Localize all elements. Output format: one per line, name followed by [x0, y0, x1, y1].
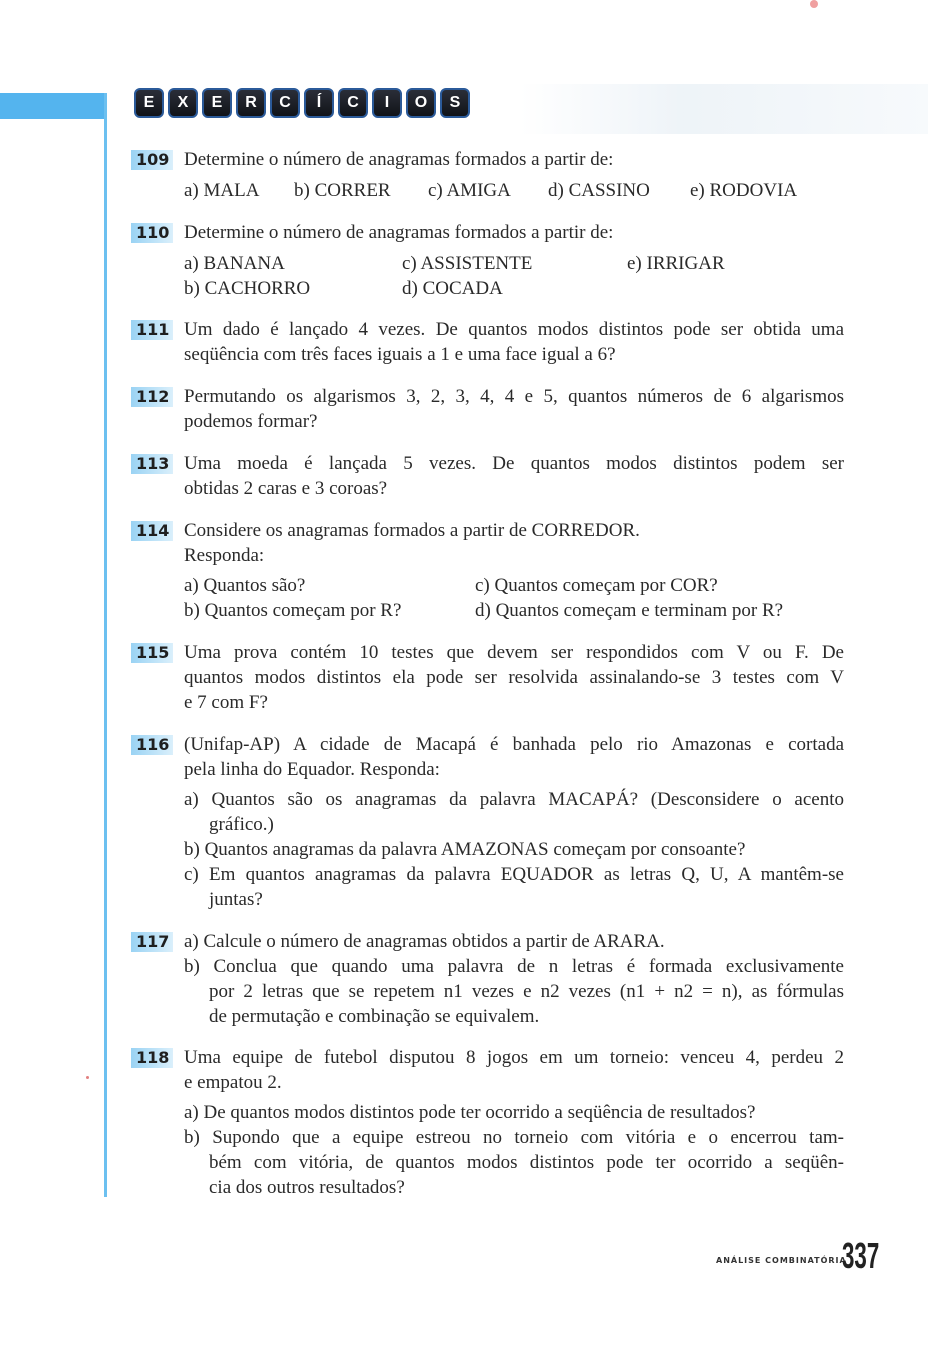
- exercise-115-line-3: e 7 com F?: [184, 692, 268, 713]
- margin-rule: [104, 93, 107, 1197]
- title-letter: Í: [304, 88, 334, 118]
- exercise-114-line-2: Responda:: [184, 545, 265, 566]
- exercise-number-116: 116: [131, 735, 173, 755]
- exercise-109-text: Determine o número de anagramas formados a partir de:: [184, 149, 614, 170]
- title-letter: E: [202, 88, 232, 118]
- exercise-115-line-1: Uma prova contém 10 testes que devem ser respondidos com V ou F. De: [184, 642, 844, 663]
- exercise-114-option-d: d) Quantos começam e terminam por R?: [475, 600, 784, 621]
- exercise-113-line-2: obtidas 2 caras e 3 coroas?: [184, 478, 388, 499]
- exercise-118-option-b-line-3: cia dos outros resultados?: [209, 1177, 405, 1198]
- exercise-118-option-b-line-1: b) Supondo que a equipe estreou no torneio com vitória e o encerrou tam-: [184, 1127, 844, 1148]
- exercise-114-option-b: b) Quantos começam por R?: [184, 600, 402, 621]
- exercise-117-option-b-line-2: por 2 letras que se repetem n1 vezes e n2 vezes (n1 + n2 = n), as fórmulas: [209, 981, 844, 1002]
- exercise-112-line-1: Permutando os algarismos 3, 2, 3, 4, 4 e 5, quantos números de 6 algarismos: [184, 386, 844, 407]
- exercise-110-option-c: c) ASSISTENTE: [402, 253, 533, 274]
- exercise-number-118: 118: [131, 1048, 173, 1068]
- exercise-110-text: Determine o número de anagramas formados a partir de:: [184, 222, 614, 243]
- title-letter: E: [134, 88, 164, 118]
- exercise-109-option-c: c) AMIGA: [428, 180, 511, 201]
- exercise-118-line-2: e empatou 2.: [184, 1072, 282, 1093]
- exercise-109-option-e: e) RODOVIA: [690, 180, 798, 201]
- exercise-118-line-1: Uma equipe de futebol disputou 8 jogos em um torneio: venceu 4, perdeu 2: [184, 1047, 844, 1068]
- title-letter: I: [372, 88, 402, 118]
- corner-mark: [810, 0, 818, 8]
- exercise-118-option-b-line-2: bém com vitória, de quantos modos distintos pode ter ocorrido a seqüên-: [209, 1152, 844, 1173]
- exercise-109-option-a: a) MALA: [184, 180, 260, 201]
- title-letter: S: [440, 88, 470, 118]
- exercise-112-line-2: podemos formar?: [184, 411, 318, 432]
- exercise-118-option-a: a) De quantos modos distintos pode ter ocorrido a seqüência de resultados?: [184, 1102, 756, 1123]
- exercicios-title: [134, 88, 470, 118]
- exercise-111-line-2: seqüência com três faces iguais a 1 e uma face igual a 6?: [184, 344, 616, 365]
- exercise-number-113: 113: [131, 454, 173, 474]
- exercise-116-option-c-line-1: c) Em quantos anagramas da palavra EQUADOR as letras Q, U, A mantêm-se: [184, 864, 844, 885]
- exercise-117-option-b-line-3: de permutação e combinação se equivalem.: [209, 1006, 540, 1027]
- title-letter: O: [406, 88, 436, 118]
- exercise-116-line-1: (Unifap-AP) A cidade de Macapá é banhada pelo rio Amazonas e cortada: [184, 734, 844, 755]
- exercise-109-option-b: b) CORRER: [294, 180, 391, 201]
- exercise-110-option-a: a) BANANA: [184, 253, 285, 274]
- footer-chapter-label: ANÁLISE COMBINATÓRIA: [716, 1256, 847, 1265]
- exercise-114-option-c: c) Quantos começam por COR?: [475, 575, 718, 596]
- title-letter: X: [168, 88, 198, 118]
- exercise-number-109: 109: [131, 150, 173, 170]
- exercise-116-line-2: pela linha do Equador. Responda:: [184, 759, 440, 780]
- exercise-number-112: 112: [131, 387, 173, 407]
- title-letter: R: [236, 88, 266, 118]
- exercise-number-115: 115: [131, 643, 173, 663]
- exercise-number-114: 114: [131, 521, 173, 541]
- title-letter: C: [270, 88, 300, 118]
- exercise-110-option-d: d) COCADA: [402, 278, 503, 299]
- exercise-110-option-b: b) CACHORRO: [184, 278, 311, 299]
- exercise-114-line-1: Considere os anagramas formados a partir de CORREDOR.: [184, 520, 640, 541]
- exercise-111-line-1: Um dado é lançado 4 vezes. De quantos modos distintos pode ser obtida uma: [184, 319, 844, 340]
- exercise-116-option-c-line-2: juntas?: [209, 889, 263, 910]
- exercise-109-option-d: d) CASSINO: [548, 180, 650, 201]
- margin-dot: [86, 1076, 89, 1079]
- faded-header-background: [520, 84, 928, 134]
- page-number: 337: [842, 1235, 880, 1276]
- exercise-number-110: 110: [131, 223, 173, 243]
- exercise-116-option-a-line-1: a) Quantos são os anagramas da palavra MACAPÁ? (Desconsidere o acento: [184, 789, 844, 810]
- section-band: [0, 93, 106, 119]
- title-letter: C: [338, 88, 368, 118]
- exercise-114-option-a: a) Quantos são?: [184, 575, 306, 596]
- exercise-117-option-a: a) Calcule o número de anagramas obtidos a partir de ARARA.: [184, 931, 665, 952]
- exercise-116-option-b: b) Quantos anagramas da palavra AMAZONAS começam por consoante?: [184, 839, 746, 860]
- exercise-number-111: 111: [131, 320, 173, 340]
- exercise-117-option-b-line-1: b) Conclua que quando uma palavra de n letras é formada exclusivamente: [184, 956, 844, 977]
- exercise-110-option-e: e) IRRIGAR: [627, 253, 725, 274]
- exercise-115-line-2: quantos modos distintos ela pode ser resolvida assinalando-se 3 testes com V: [184, 667, 844, 688]
- exercise-116-option-a-line-2: gráfico.): [209, 814, 274, 835]
- exercise-number-117: 117: [131, 932, 173, 952]
- exercise-113-line-1: Uma moeda é lançada 5 vezes. De quantos modos distintos podem ser: [184, 453, 844, 474]
